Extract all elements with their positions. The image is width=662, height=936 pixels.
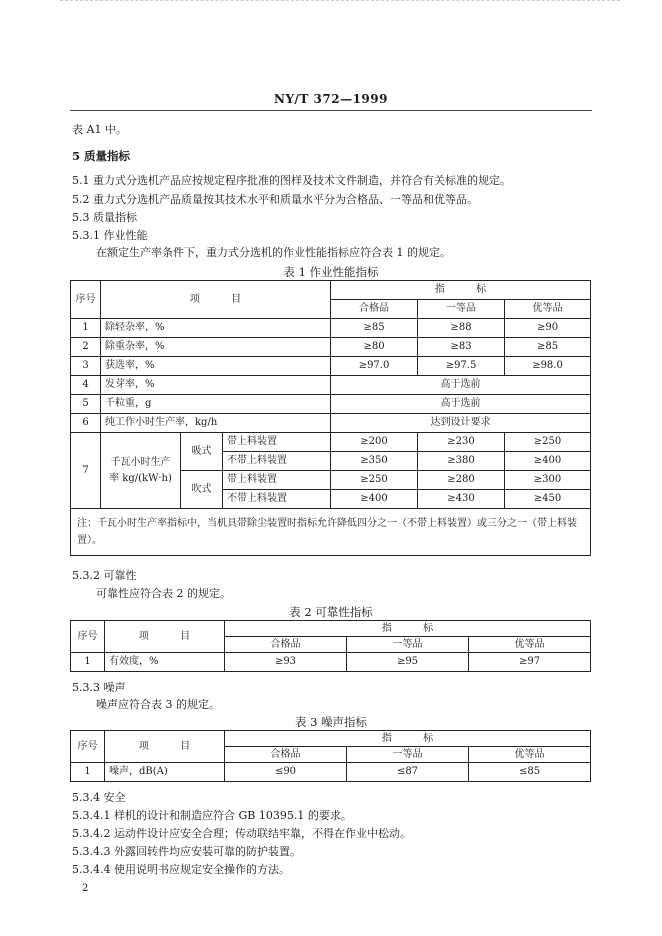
cell-value: ≥88 <box>418 319 505 338</box>
cell-value: ≥83 <box>418 338 505 357</box>
cell-value: ≥280 <box>418 471 505 490</box>
cell-value: ≥230 <box>418 433 505 452</box>
table-row <box>71 763 591 782</box>
clause-text: 可靠性应符合表 2 的规定。 <box>96 587 231 600</box>
cell-feeder-with: 带上料装置 <box>223 471 331 490</box>
header-rule <box>70 110 592 111</box>
clause-5-3-4-3: 5.3.4.3 外露回转件均应安装可靠的防护装置。 <box>72 845 301 858</box>
cell-no: 1 <box>71 653 105 672</box>
th-grade-superior: 优等品 <box>469 637 591 653</box>
table-row <box>71 433 591 452</box>
table-row <box>71 653 591 672</box>
cell-no: 7 <box>71 433 101 509</box>
clause-text: 噪声应符合表 3 的规定。 <box>96 698 220 711</box>
cell-item-kwh: 千瓦小时生产率 kg/(kW·h) <box>101 433 181 509</box>
clause-5-3-3: 5.3.3 噪声 <box>72 681 126 694</box>
table-row <box>71 414 591 433</box>
table1-note: 注：千瓦小时生产率指标中，当机具带除尘装置时指标允许降低四分之一（不带上料装置）或三分之一（带上料装置）。 <box>71 509 591 556</box>
cell-item: 除轻杂率，% <box>101 319 331 338</box>
th-grade-qualified: 合格品 <box>331 300 418 319</box>
table-3 <box>70 730 591 782</box>
clause-5-3-4-2: 5.3.4.2 运动件设计应安全合理；传动联结牢靠，不得在作业中松动。 <box>72 827 411 840</box>
table-1 <box>70 280 591 556</box>
cell-value: ≥250 <box>331 471 418 490</box>
th-item: 项 目 <box>101 281 331 319</box>
scan-edge <box>60 0 620 4</box>
cell-value: ≥97.5 <box>418 357 505 376</box>
section-heading: 5 质量指标 <box>72 149 131 163</box>
page-header: NY/T 372—1999 <box>274 92 388 106</box>
cell-value: 达到设计要求 <box>331 414 591 433</box>
th-indicator: 指 标 <box>225 621 591 637</box>
cell-value: ≥450 <box>505 490 591 509</box>
th-no: 序号 <box>71 621 105 653</box>
clause-5-3: 5.3 质量指标 <box>72 211 137 224</box>
cell-no: 5 <box>71 395 101 414</box>
clause-text: 在额定生产率条件下，重力式分选机的作业性能指标应符合表 1 的规定。 <box>96 246 451 259</box>
cell-no: 4 <box>71 376 101 395</box>
cell-value: ≤87 <box>347 763 469 782</box>
page-number: 2 <box>82 883 89 894</box>
cell-value: ≥380 <box>418 452 505 471</box>
table3-caption: 表 3 噪声指标 <box>294 715 368 729</box>
clause-5-3-1: 5.3.1 作业性能 <box>72 229 148 242</box>
cell-feeder-with: 带上料装置 <box>223 433 331 452</box>
cell-value: ≥350 <box>331 452 418 471</box>
cell-blow: 吹式 <box>181 471 223 509</box>
cell-item: 噪声，dB(A) <box>105 763 225 782</box>
cell-value: 高于选前 <box>331 395 591 414</box>
cell-feeder-without: 不带上料装置 <box>223 490 331 509</box>
table-row <box>71 395 591 414</box>
cell-value: ≥200 <box>331 433 418 452</box>
table2-caption: 表 2 可靠性指标 <box>289 605 373 619</box>
th-no: 序号 <box>71 281 101 319</box>
th-grade-qualified: 合格品 <box>225 637 347 653</box>
cell-item: 纯工作小时生产率，kg/h <box>101 414 331 433</box>
cell-value: ≥85 <box>505 338 591 357</box>
cell-value: ≥300 <box>505 471 591 490</box>
table-row <box>71 338 591 357</box>
cell-value: ≥97.0 <box>331 357 418 376</box>
cell-value: ≥400 <box>505 452 591 471</box>
cell-value: ≥98.0 <box>505 357 591 376</box>
th-indicator: 指 标 <box>225 731 591 747</box>
cell-feeder-without: 不带上料装置 <box>223 452 331 471</box>
cell-value: ≥93 <box>225 653 347 672</box>
clause-5-3-4: 5.3.4 安全 <box>72 791 126 804</box>
cell-no: 6 <box>71 414 101 433</box>
cell-value: ≤85 <box>469 763 591 782</box>
th-grade-qualified: 合格品 <box>225 747 347 763</box>
th-grade-first: 一等品 <box>418 300 505 319</box>
cell-item: 千粒重，g <box>101 395 331 414</box>
table-row <box>71 376 591 395</box>
cell-value: ≥80 <box>331 338 418 357</box>
th-item: 项 目 <box>105 621 225 653</box>
th-grade-first: 一等品 <box>347 637 469 653</box>
cell-value: ≥97 <box>469 653 591 672</box>
cell-no: 1 <box>71 319 101 338</box>
cell-value: ≥250 <box>505 433 591 452</box>
cell-item: 发芽率，% <box>101 376 331 395</box>
clause-5-3-2: 5.3.2 可靠性 <box>72 569 137 582</box>
clause-5-1: 5.1 重力式分选机产品应按规定程序批准的图样及技术文件制造，并符合有关标准的规定。 <box>72 174 511 187</box>
th-grade-superior: 优等品 <box>505 300 591 319</box>
cell-value: ≥430 <box>418 490 505 509</box>
th-grade-first: 一等品 <box>347 747 469 763</box>
table-row <box>71 357 591 376</box>
cell-value: ≥85 <box>331 319 418 338</box>
clause-5-3-4-4: 5.3.4.4 使用说明书应规定安全操作的方法。 <box>72 863 290 876</box>
clause-5-2: 5.2 重力式分选机产品质量按其技术水平和质量水平分为合格品、一等品和优等品。 <box>72 193 478 206</box>
cell-value: 高于选前 <box>331 376 591 395</box>
table-2 <box>70 620 591 672</box>
table1-caption: 表 1 作业性能指标 <box>283 265 379 279</box>
cell-item: 获选率，% <box>101 357 331 376</box>
th-indicator: 指 标 <box>331 281 591 300</box>
cell-item: 有效度，% <box>105 653 225 672</box>
cell-no: 2 <box>71 338 101 357</box>
cell-value: ≤90 <box>225 763 347 782</box>
cell-value: ≥90 <box>505 319 591 338</box>
th-item: 项 目 <box>105 731 225 763</box>
table-row <box>71 319 591 338</box>
cell-no: 1 <box>71 763 105 782</box>
cell-value: ≥95 <box>347 653 469 672</box>
th-no: 序号 <box>71 731 105 763</box>
cell-suction: 吸式 <box>181 433 223 471</box>
cell-item: 除重杂率，% <box>101 338 331 357</box>
cell-no: 3 <box>71 357 101 376</box>
text-line: 表 A1 中。 <box>72 123 127 136</box>
cell-value: ≥400 <box>331 490 418 509</box>
clause-5-3-4-1: 5.3.4.1 样机的设计和制造应符合 GB 10395.1 的要求。 <box>72 809 352 822</box>
th-grade-superior: 优等品 <box>469 747 591 763</box>
